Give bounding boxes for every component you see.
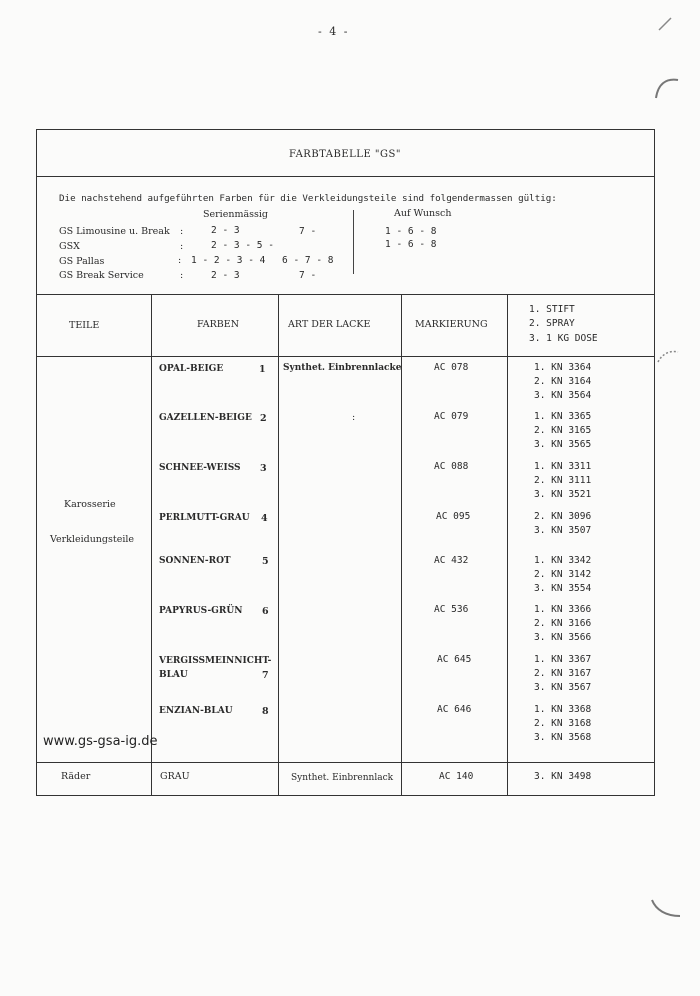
rule xyxy=(36,294,655,295)
model-name: GS Pallas xyxy=(59,256,105,267)
model-colon: : xyxy=(178,255,182,266)
ref-code: 1. KN 3311 xyxy=(534,461,592,472)
serie-values: 7 - xyxy=(299,226,317,237)
ref-code: 1. KN 3365 xyxy=(534,411,592,422)
ref-code: 1. KN 3366 xyxy=(534,604,592,615)
color-code: AC 646 xyxy=(437,704,472,715)
corner-mark xyxy=(655,10,685,40)
header-farben: FARBEN xyxy=(197,319,240,330)
art-main: Synthet. Einbrennlacke xyxy=(283,363,402,373)
raeder-ref: 3. KN 3498 xyxy=(534,771,592,782)
color-name: PERLMUTT-GRAU xyxy=(159,513,250,523)
color-name: OPAL-BEIGE xyxy=(159,364,224,374)
color-number: 4 xyxy=(261,513,268,524)
ref-code: 3. KN 3567 xyxy=(534,682,592,693)
raeder-art: Synthet. Einbrennlack xyxy=(291,773,394,783)
color-code: AC 079 xyxy=(434,411,469,422)
serie-values: 7 - xyxy=(299,270,317,281)
ref-code: 2. KN 3165 xyxy=(534,425,592,436)
model-colon: : xyxy=(180,226,184,237)
punch-hole-mark xyxy=(646,896,686,926)
page-number: - 4 - xyxy=(318,25,350,38)
ref-code: 1. KN 3367 xyxy=(534,654,592,665)
header-stift: 1. STIFT xyxy=(529,304,575,315)
ref-code: 3. KN 3554 xyxy=(534,583,592,594)
color-name: VERGISSMEINNICHT- xyxy=(159,656,272,666)
ref-code: 3. KN 3565 xyxy=(534,439,592,450)
color-code: AC 088 xyxy=(434,461,469,472)
table-title: FARBTABELLE "GS" xyxy=(289,149,401,160)
ref-code: 2. KN 3096 xyxy=(534,511,592,522)
punch-hole-mark xyxy=(652,340,682,370)
color-code: AC 432 xyxy=(434,555,469,566)
ref-code: 2. KN 3111 xyxy=(534,475,592,486)
header-art: ART DER LACKE xyxy=(288,319,371,330)
serie-header: Serienmässig xyxy=(203,209,268,220)
serie-values: 6 - 7 - 8 xyxy=(282,255,334,266)
wunsch-header: Auf Wunsch xyxy=(394,208,452,219)
teile-label-karosserie: Karosserie xyxy=(64,499,116,510)
serie-values: 2 - 3 - 5 - xyxy=(211,240,274,251)
model-name: GS Break Service xyxy=(59,270,144,281)
ref-code: 1. KN 3342 xyxy=(534,555,592,566)
intro-text: Die nachstehend aufgeführten Farben für die Verkleidungsteile sind folgendermassen gültig: xyxy=(59,193,557,204)
color-number: 5 xyxy=(262,556,269,567)
color-number: 3 xyxy=(260,463,267,474)
column-divider xyxy=(151,294,152,796)
rule xyxy=(36,176,655,177)
serie-values: 2 - 3 xyxy=(211,225,240,236)
punch-hole-mark xyxy=(652,72,682,102)
color-name-line2: BLAU xyxy=(159,670,188,680)
ref-code: 2. KN 3164 xyxy=(534,376,592,387)
model-colon: : xyxy=(180,241,184,252)
website-link[interactable]: www.gs-gsa-ig.de xyxy=(43,734,158,749)
ref-code: 2. KN 3167 xyxy=(534,668,592,679)
color-name: PAPYRUS-GRÜN xyxy=(159,606,243,616)
color-number: 7 xyxy=(262,670,269,681)
wunsch-values: 1 - 6 - 8 xyxy=(385,226,437,237)
ref-code: 1. KN 3364 xyxy=(534,362,592,373)
model-name: GSX xyxy=(59,241,80,252)
column-divider xyxy=(278,294,279,796)
serie-values: 2 - 3 xyxy=(211,270,240,281)
ref-code: 3. KN 3568 xyxy=(534,732,592,743)
bracket-line xyxy=(353,210,354,274)
color-number: 1 xyxy=(259,364,266,375)
ref-code: 3. KN 3564 xyxy=(534,390,592,401)
ref-code: 2. KN 3142 xyxy=(534,569,592,580)
raeder-farbe: GRAU xyxy=(160,771,190,782)
wunsch-values: 1 - 6 - 8 xyxy=(385,239,437,250)
raeder-code: AC 140 xyxy=(439,771,474,782)
color-name: GAZELLEN-BEIGE xyxy=(159,413,252,423)
color-number: 2 xyxy=(260,413,267,424)
ref-code: 3. KN 3521 xyxy=(534,489,592,500)
header-markierung: MARKIERUNG xyxy=(415,319,488,330)
rule xyxy=(36,356,655,357)
ditto-mark: : xyxy=(352,412,356,423)
serie-values: 1 - 2 - 3 - 4 xyxy=(191,255,266,266)
header-spray: 2. SPRAY xyxy=(529,318,575,329)
raeder-teil: Räder xyxy=(61,771,91,782)
color-code: AC 078 xyxy=(434,362,469,373)
column-divider xyxy=(507,294,508,796)
model-name: GS Limousine u. Break xyxy=(59,226,170,237)
ref-code: 2. KN 3166 xyxy=(534,618,592,629)
header-dose: 3. 1 KG DOSE xyxy=(529,333,598,344)
color-number: 8 xyxy=(262,706,269,717)
teile-label-verkleidungsteile: Verkleidungsteile xyxy=(50,534,135,545)
ref-code: 3. KN 3507 xyxy=(534,525,592,536)
color-code: AC 095 xyxy=(436,511,471,522)
rule xyxy=(36,762,655,763)
ref-code: 2. KN 3168 xyxy=(534,718,592,729)
color-number: 6 xyxy=(262,606,269,617)
color-code: AC 536 xyxy=(434,604,469,615)
model-colon: : xyxy=(180,270,184,281)
color-name: SONNEN-ROT xyxy=(159,556,231,566)
color-name: SCHNEE-WEISS xyxy=(159,463,241,473)
ref-code: 1. KN 3368 xyxy=(534,704,592,715)
color-name: ENZIAN-BLAU xyxy=(159,706,233,716)
color-code: AC 645 xyxy=(437,654,472,665)
ref-code: 3. KN 3566 xyxy=(534,632,592,643)
header-teile: TEILE xyxy=(69,320,100,331)
